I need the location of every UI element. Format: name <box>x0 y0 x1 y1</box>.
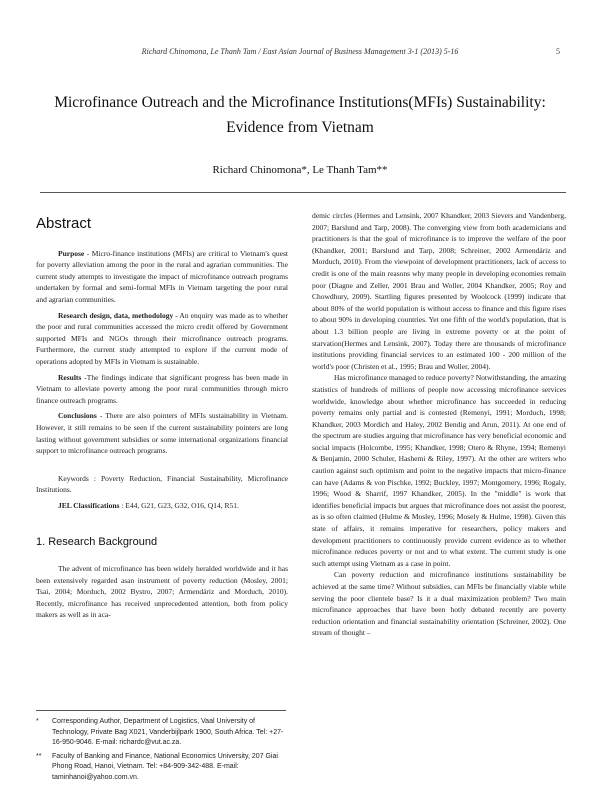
abstract-purpose <box>36 248 288 306</box>
right-paragraph-2: Has microfinance managed to reduce poverty? Notwithstanding, the amazing statistics of hundreds of millions of people now accessing microfinance services worldwide, knowledge about whether microfinance has succeeded in reducing poverty remains only partial and is contested (Remenyi, 1991; Morduch, 1998; Khandker, 2003 Mordich and Haley, 2002 Bendig and Arun, 2011). At one end of the spectrum are studies arguing that microfinance has very beneficial economic and social impacts (Holcombe, 1995; Khandker, 1998; Otero & Rhyne, 1994; Remenyi & Benjamin, 2000 Schuler, Hashemi & Riley, 1997). At the other are writers who caution against such optimism and point to the negative impacts that micro-finance can have (Adams & von Pischke, 1992; Buckley, 1997; Montgomery, 1996; Rogaly, 1996; Wood & Sharrif, 1997 Khandker, 2005). In the "middle" is work that identifies beneficial impacts but argues that microfinance does not assist the poorest, as is so often claimed (Hulme & Mosley, 1996; Mosely & Hulme, 1998). Given this state of affairs, it remains imperative for researchers, policy makers and development practitioners to continuously provide current evidence as to whether microfinance reduces poverty or not and to what extent. The current study is one such attempt using Vietnam as a case in point. <box>312 373 566 568</box>
jel-label: JEL Classifications <box>58 500 120 510</box>
footnotes <box>36 710 286 786</box>
purpose-label: Purpose <box>58 248 85 258</box>
footnote-text: Faculty of Banking and Finance, National Economics University, 207 Giai Phong Road, Hanoi, Vietnam. Tel: +84-909-342-488. E-mail: taminhanoi@yahoo.com.vn. <box>52 752 278 781</box>
running-header-text: Richard Chinomona, Le Thanh Tam / East Asian Journal of Business Management 3-1 (2013) 5-16 <box>141 47 459 56</box>
page-number: 5 <box>556 47 560 56</box>
abstract-heading: Abstract <box>36 215 92 232</box>
header-divider <box>40 192 566 193</box>
section-heading-research-background: 1. Research Background <box>36 536 158 549</box>
abstract-conclusions <box>36 410 288 456</box>
title-line-1: Microfinance Outreach and the Microfinance Institutions(MFIs) Sustainability: <box>54 94 546 111</box>
left-column <box>36 210 288 621</box>
footnote-mark: ** <box>36 752 42 760</box>
design-label: Research design, data, methodology <box>58 310 174 320</box>
right-paragraph-3: Can poverty reduction and microfinance institutions sustainability be achieved at the same time? Without subsidies, can MFIs be financially viable while serving the poor clientele base? Is it a dual maximization problem? Two main microfinance approaches that have been hotly debated recently are poverty reduction orientation and financial sustainability orientation (Schreiner, 2002). One stream of thought – <box>312 570 566 638</box>
purpose-text: - Micro-finance institutions (MFIs) are critical to Vietnam's quest for poverty alleviation among the poor in the rural and agrarian communities. The current study attempts to investigate the impact of microfinance outreach programs undertaken by formal and semi-formal MFIs in Vietnam targeting the poor rural and agrarian communities. <box>36 248 288 304</box>
results-label: Results <box>58 372 82 382</box>
design-text: - An enquiry was made as to whether the poor and rural communities accessed the micro credit offered by Government supported MFIs and NGOs through their microfinance outreach programs. Furthermore, the current study attempted to explore if the current mode of operations adopted by MFIs in Vietnam is sustainable. <box>36 310 288 366</box>
keywords: Keywords : Poverty Reduction, Financial Sustainability, Microfinance Institutions. <box>36 473 288 495</box>
jel-classifications <box>36 500 288 512</box>
right-paragraph-1: demic circles (Hermes and Lensink, 2007 Khandker, 2003 Sievers and Vandenberg, 2007; Barslund and Tarp, 2008). The converging view from both academicians and practitioners is that the goal of microfinance is to improve the welfare of the poor (Khandker, 2001; Barslund and Tarp, 2008; Schreiner, 2002 Armendáriz and Morduch, 2010). From the viewpoint of development practitioners, lack of access to credit is one of the main reasons why many people in developing economies remain poor (Diagne and Zeller, 2001 Brau and Woller, 2004 Khandker, 2005; Roy and Chowdhury, 2009). Startling figures presented by Woolcock (1999) indicate that about 80% of the world population is without access to finance and this figure rises to about 90% in developing countries. Yet one fifth of the world's population, that is about 1.3 billion people are living in extreme poverty or at the point of starvation(Hermes and Lensink, 2007). Today there are thousands of microfinance institutions providing financial services to an estimated 100 - 200 million of the world's poor (Christen et al., 1995; Brau and Woller, 2004). <box>312 211 566 371</box>
results-text: -The findings indicate that significant progress has been made in Vietnam to alleviate poverty among the poor rural communities through micro finance outreach programs. <box>36 372 288 405</box>
footnote-text: Corresponding Author, Department of Logistics, Vaal University of Technology, Private Bag X021, Vanderbijlpark 1900, South Africa. Tel: +27-16-950-9046. E-mail: richardc@vut.ac.za. <box>52 718 284 746</box>
footnote <box>36 752 286 784</box>
title-line-2: Evidence from Vietnam <box>226 119 374 136</box>
conclusions-label: Conclusions <box>58 411 97 421</box>
authors: Richard Chinomona*, Le Thanh Tam** <box>212 164 388 176</box>
abstract-results <box>36 372 288 407</box>
section1-paragraph-1: The advent of microfinance has been widely heralded worldwide and it has been extensively regarded asan instrument of poverty reduction (Mosley, 2001; Tsai, 2004; Morduch, 2002 Bystro, 2007; Armendáriz and Morduch, 2010). Recently, microfinance has received unprecedented attention, both from policy makers as well as in aca- <box>36 564 288 620</box>
right-column <box>312 210 566 639</box>
conclusions-text: - There are also pointers of MFIs sustainability in Vietnam. However, it still remains to be seen if the current sustainability pointers are long lasting without government subsidies or some international organizations financial support to microfinance outreach programs. <box>36 411 288 456</box>
footnote-mark: * <box>36 718 39 725</box>
abstract-design <box>36 310 288 368</box>
paper-title <box>40 90 560 140</box>
footnote <box>36 717 286 749</box>
jel-text: : E44, G21, G23, G32, O16, Q14, R51. <box>119 500 239 510</box>
